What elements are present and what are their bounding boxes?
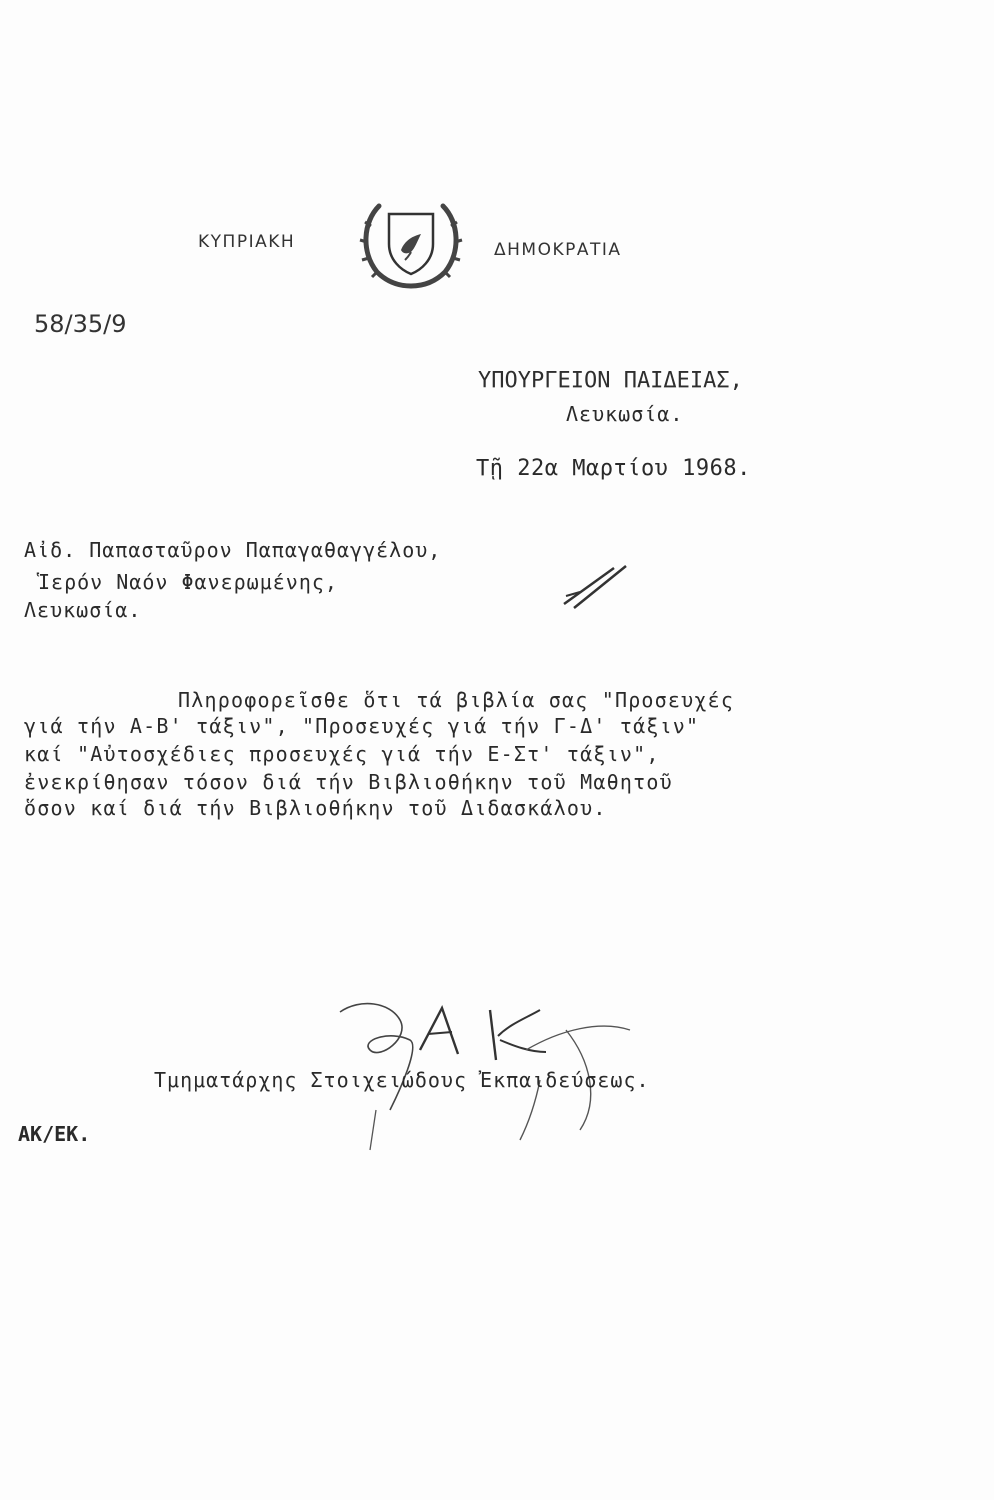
typist-initials: ΑΚ/ΕΚ. [18,1122,91,1146]
body-line: γιά τήν Α-Β' τάξιν", "Προσευχές γιά τήν Γ-Δ' τάξιν" [24,714,700,738]
body-line: καί "Αὐτοσχέδιες προσευχές γιά τήν Ε-Στ' τάξιν", [24,742,660,766]
body-line: ἐνεκρίθησαν τόσον διά τήν Βιβλιοθήκην τοῦ Μαθητοῦ [24,770,673,794]
body-line: ὅσον καί διά τήν Βιβλιοθήκην τοῦ Διδασκάλου. [24,796,607,820]
recipient-address: Ἱερόν Ναόν Φανερωμένης, [38,570,338,594]
coat-of-arms-emblem [357,196,465,290]
sender-ministry: ΥΠΟΥΡΓΕΙΟΝ ΠΑΙΔΕΙΑΣ, [478,368,743,393]
handwritten-slash-mark [556,556,636,616]
signatory-title: Τμηματάρχης Στοιχειώδους Ἐκπαιδεύσεως. [154,1068,650,1092]
letter-date: Τῇ 22α Μαρτίου 1968. [476,456,751,481]
sender-city: Λευκωσία. [566,402,684,426]
letterhead-right: ΔΗΜΟΚΡΑΤΙΑ [494,240,622,260]
letterhead-left: ΚΥΠΡΙΑΚΗ [198,232,296,252]
recipient-name: Αἰδ. Παπασταῦρον Παπαγαθαγγέλου, [24,538,442,562]
reference-number: 58/35/9 [34,310,127,338]
body-line: Πληροφορεῖσθε ὅτι τά βιβλία σας "Προσευχές [178,688,735,712]
recipient-city: Λευκωσία. [24,598,142,622]
